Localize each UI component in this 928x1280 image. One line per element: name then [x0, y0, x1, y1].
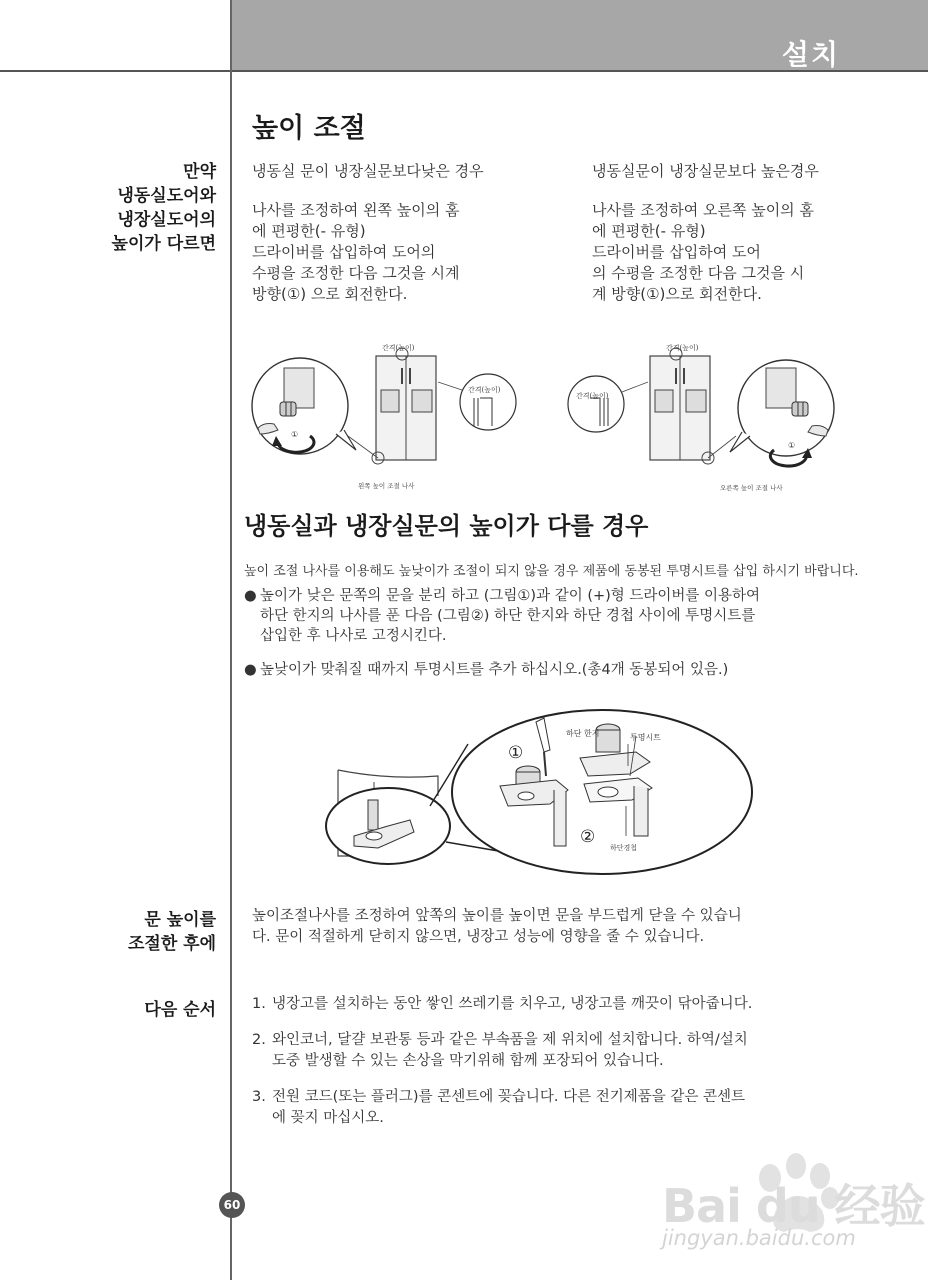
right-screw-label: 오른쪽 높이 조절 나사 [720, 484, 783, 492]
side-label-line: 조절한 후에 [127, 934, 216, 954]
page-number: 60 [219, 1192, 245, 1218]
watermark-brand: Bai du 经验 [662, 1179, 925, 1233]
right-circle-mark: ① [788, 441, 796, 450]
step-text: 와인코너, 달걀 보관통 등과 같은 부속품을 제 위치에 설치합니다. 하역/설치 도중 발생할 수 있는 손상을 막기위해 함께 포장되어 있습니다. [272, 1032, 748, 1069]
after-adjust-side-label [128, 908, 216, 956]
side-label-line: 만약 [183, 162, 216, 182]
height-adjust-side-label [112, 160, 216, 256]
left-case-heading: 냉동실 문이 냉장실문보다낮은 경우 [252, 162, 484, 180]
right-case-text: 나사를 조정하여 오른쪽 높이의 홈 에 편평한(- 유형) 드라이버를 삽입하여 도어 의 수평을 조정한 다음 그것을 시 계 방향(①)으로 회전한다. [592, 201, 814, 303]
sheet-label: 투명시트 [630, 733, 661, 742]
right-adjust-figure [560, 338, 840, 496]
watermark-url: jingyan.baidu.com [662, 1226, 856, 1250]
step-text: 전원 코드(또는 플러그)를 콘센트에 꽂습니다. 다른 전기제품을 같은 콘센트 에 꽂지 마십시오. [272, 1089, 746, 1126]
left-gap-side-label: 간격(높이) [468, 386, 501, 394]
side-label-line: 높이가 다르면 [111, 234, 216, 254]
bullet-text: 높이가 낮은 문쪽의 문을 분리 하고 (그림①)과 같이 (+)형 드라이버를 이용하여 하단 한지의 나사를 푼 다음 (그림②) 하단 한지와 하단 경첩 사이에 투명시트를 삽입한 후 나사로 고정시킨다. [260, 588, 761, 644]
right-gap-side-label: 간격(높이) [576, 392, 609, 400]
right-gap-top-label: 간격(높이) [666, 344, 699, 352]
lower-hinge-label: 하단 한지 [566, 729, 600, 738]
side-label-line: 문 높이를 [144, 910, 216, 930]
hinge-mark-1: ① [508, 743, 524, 763]
section-title: 설치 [781, 38, 840, 71]
step-number: 2. [252, 1032, 266, 1048]
step-text: 냉장고를 설치하는 동안 쌓인 쓰레기를 치우고, 냉장고를 깨끗이 닦아줍니다. [272, 996, 753, 1012]
left-adjust-figure [248, 338, 528, 496]
step-number: 3. [252, 1089, 266, 1105]
lower-bracket-label: 하단경첩 [610, 844, 638, 852]
margin-divider [230, 0, 232, 1280]
left-case-text: 나사를 조정하여 왼쪽 높이의 홈 에 편평한(- 유형) 드라이버를 삽입하여 도어의 수평을 조정한 다음 그것을 시계 방향(①) 으로 회전한다. [252, 201, 460, 303]
door-diff-note: 높이 조절 나사를 이용해도 높낮이가 조절이 되지 않을 경우 제품에 동봉된 투명시트를 삽입 하시기 바랍니다. [244, 564, 859, 579]
bullet-dot: ● [244, 588, 257, 604]
height-adjust-title: 높이 조절 [252, 113, 366, 144]
hinge-mark-2: ② [580, 827, 596, 847]
side-label-line: 냉장실도어의 [117, 210, 216, 230]
bullet-dot: ● [244, 662, 257, 678]
door-diff-title: 냉동실과 냉장실문의 높이가 다를 경우 [244, 512, 649, 540]
bullet-text: 높낮이가 맞춰질 때까지 투명시트를 추가 하십시오.(총4개 동봉되어 있음.) [260, 662, 729, 678]
side-label-line: 냉동실도어와 [117, 186, 216, 206]
left-screw-label: 왼쪽 높이 조절 나사 [358, 482, 415, 490]
step-number: 1. [252, 996, 266, 1012]
left-gap-top-label: 간격(높이) [382, 344, 415, 352]
right-case-heading: 냉동실문이 냉장실문보다 높은경우 [592, 162, 819, 180]
hinge-figure [318, 696, 758, 880]
next-steps-side-label: 다음 순서 [144, 1000, 216, 1020]
after-adjust-text: 높이조절나사를 조정하여 앞쪽의 높이를 높이면 문을 부드럽게 닫을 수 있습니 다. 문이 적절하게 닫히지 않으면, 냉장고 성능에 영향을 줄 수 있습니다. [252, 908, 742, 945]
left-circle-mark: ① [291, 430, 299, 439]
